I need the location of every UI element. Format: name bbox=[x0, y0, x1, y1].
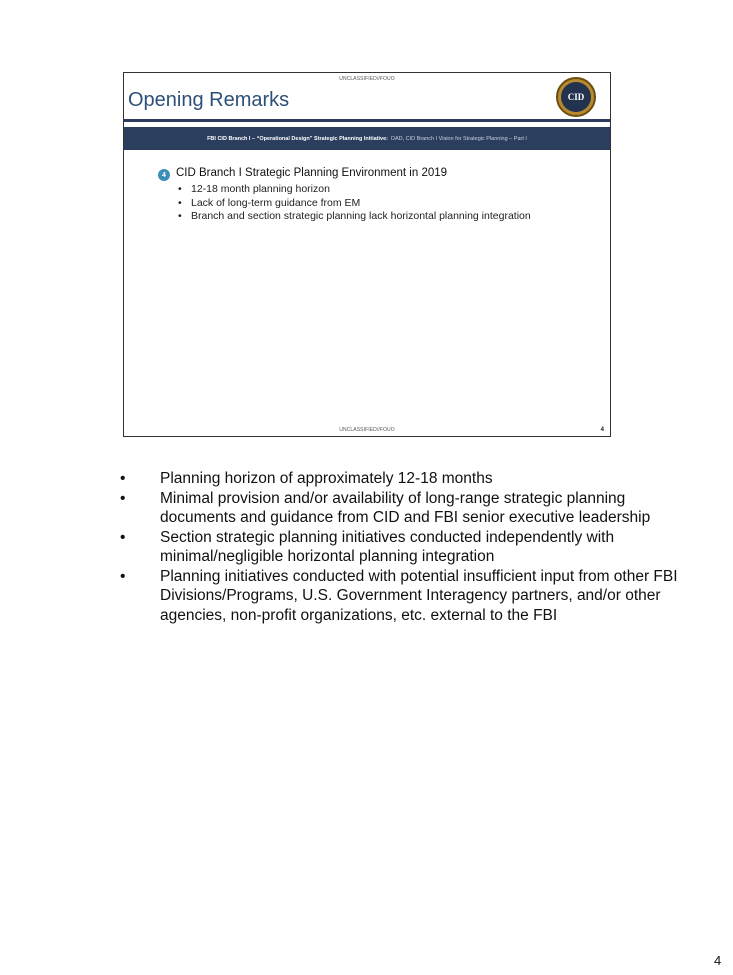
banner-text: DAD, CID Branch I Vision for Strategic Planning – Part I bbox=[390, 135, 527, 142]
classification-bottom: UNCLASSIFIED//FOUO bbox=[339, 427, 395, 433]
section-number-badge: 4 bbox=[158, 169, 170, 181]
list-item: • 12-18 month planning horizon bbox=[176, 183, 556, 197]
list-item: • Branch and section strategic planning lack horizontal planning integration bbox=[176, 210, 556, 224]
slide-number: 4 bbox=[600, 427, 604, 433]
speaker-notes-list bbox=[120, 469, 680, 625]
list-item: • Planning initiatives conducted with potential insufficient input from other FBI Divisions/Programs, U.S. Government Interagency partners, and/or other agencies, non-profit organizations, etc. external to the FBI bbox=[120, 567, 680, 626]
section-heading: CID Branch I Strategic Planning Environment in 2019 bbox=[176, 167, 448, 179]
page-number: 4 bbox=[714, 953, 722, 968]
cid-seal-text: CID bbox=[561, 82, 591, 112]
banner-bold-text: FBI CID Branch I – “Operational Design” Strategic Planning Initiative: bbox=[207, 135, 388, 142]
cid-seal-logo bbox=[556, 77, 596, 117]
title-divider bbox=[124, 119, 610, 122]
slide-bullet-list bbox=[176, 183, 556, 224]
list-item: • Lack of long-term guidance from EM bbox=[176, 197, 556, 211]
slide-title: Opening Remarks bbox=[128, 89, 290, 111]
list-item: • Planning horizon of approximately 12-18 months bbox=[120, 469, 680, 489]
list-item: • Section strategic planning initiatives conducted independently with minimal/negligible horizontal planning integration bbox=[120, 528, 680, 567]
list-item: • Minimal provision and/or availability of long-range strategic planning documents and guidance from CID and FBI senior executive leadership bbox=[120, 489, 680, 528]
classification-top: UNCLASSIFIED//FOUO bbox=[339, 76, 395, 82]
initiative-banner bbox=[124, 127, 610, 150]
slide-thumbnail bbox=[123, 72, 611, 437]
